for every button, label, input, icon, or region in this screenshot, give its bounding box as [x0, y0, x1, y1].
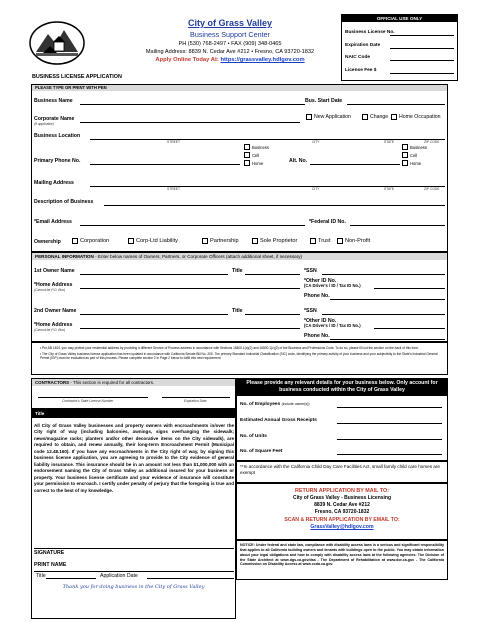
thanks-line: Thank you for doing business in the City of Grass Valley — [62, 584, 205, 590]
signature-label: SIGNATURE — [34, 550, 65, 556]
sqft-label: No. of Square Feet — [240, 449, 283, 454]
signature-field[interactable] — [34, 548, 234, 549]
return-title: RETURN APPLICATION BY MAIL TO: — [294, 488, 390, 494]
ownership-partnership-label: Partnership — [210, 238, 239, 244]
center-name: Business Support Center — [190, 30, 270, 39]
primary-phone-label: Primary Phone No. — [34, 158, 81, 164]
alt-cell-label: Cell — [410, 153, 418, 158]
print-name-label: PRINT NAME — [34, 562, 67, 568]
description-field[interactable] — [104, 205, 445, 206]
bus-start-field[interactable] — [347, 104, 445, 105]
home-occupation-label: Home Occupation — [399, 114, 441, 120]
scan-title: SCAN & RETURN APPLICATION BY EMAIL TO: — [284, 517, 400, 523]
business-name-label: Business Name — [34, 98, 73, 104]
statement-body: All City of Grass Valley businesses and property owners with encroachments in/over the City right of way (including balconies, awnings, signs overhanging the sidewalk; news/magazine racks; planters and/or other decorative items on the City sidewalk), are required to obtain, and renew annually, their long-term Encroachment Permit (Municipal code 12.48.160). If you have any encroachments in the City right of way, by signing this business license application, you are agreeing to provide to the City evidence of general liability insurance. This insurance should be in an amount not less than $1,000,000 with an endorsement naming the City of Grass Valley as additional insured for your business or property. Your business license certificate and your evidence of insurance will constitute your permission to encroach. I certify under penalty of perjury that the foregoing is true and correct to the best of my knowledge. — [34, 423, 234, 493]
loc-state: STATE — [384, 140, 395, 144]
alt-business-label: Business — [410, 145, 427, 150]
loc-street: STREET — [167, 140, 181, 144]
personal-title-bold: PERSONAL INFORMATION — [35, 254, 94, 259]
childcare-note: **In accordance with the California Child Day Care Facilities Act, small family child care homes are exempt — [240, 464, 440, 476]
ownership-corporation-checkbox[interactable] — [72, 238, 78, 244]
alt-no-field[interactable] — [310, 164, 400, 165]
ownership-sole-checkbox[interactable] — [252, 238, 258, 244]
primary-business-checkbox[interactable] — [244, 144, 250, 150]
contractor-license-field[interactable] — [38, 397, 148, 398]
form-title: BUSINESS LICENSE APPLICATION — [32, 74, 122, 80]
owner2-field[interactable] — [80, 314, 228, 315]
app-date-label: Application Date — [100, 573, 138, 579]
units-field[interactable] — [337, 439, 442, 440]
note-1-text: Per AB 1404, you may protect your residential address by providing a different Service of Process address in accordance with Sections 16800.1(a)(2) and 16800.1(c)(2) of the Business and Professions Code. To do so, please fill out the section on the back of this form. — [42, 346, 419, 350]
owner1-ssn-label: *SSN — [304, 268, 317, 274]
ownership-nonprofit-label: Non-Profit — [345, 238, 371, 244]
alt-business-checkbox[interactable] — [402, 144, 408, 150]
official-expiration: Expiration Date — [345, 43, 381, 48]
relevant-section — [236, 378, 448, 461]
owner1-field[interactable] — [80, 274, 228, 275]
federal-id-field[interactable] — [350, 225, 445, 226]
owner1-phone-field[interactable] — [330, 299, 445, 300]
new-application-label: New Application — [314, 114, 351, 120]
loc-city: CITY — [312, 140, 320, 144]
owner2-other-id-label: *Other ID No. — [304, 318, 337, 324]
owner1-ssn-field[interactable] — [322, 274, 445, 275]
owner1-title-label: Title — [232, 268, 243, 274]
phone-line: PH (530) 768-2497 • FAX (909) 348-0465 — [178, 41, 282, 47]
description-label: Description of Business — [34, 199, 94, 205]
ownership-partnership-checkbox[interactable] — [202, 238, 208, 244]
title-label: Title — [36, 573, 46, 579]
sqft-field[interactable] — [337, 454, 442, 455]
city-logo — [28, 20, 86, 66]
contractors-title-bold: CONTRACTORS — [35, 380, 70, 385]
employees-label: No. of Employees — [240, 402, 281, 407]
primary-phone-field[interactable] — [90, 164, 240, 165]
if-applicable: (If applicable) — [34, 122, 54, 126]
employees-row — [240, 402, 310, 407]
contractors-title — [32, 379, 235, 386]
business-info-section — [31, 84, 448, 252]
note-1: • Per AB 1404, you may protect your residential address by providing a different Service of Process address in accordance with Sections 16800.1(a)(2) and 16800.1(c)(2) of the Business and Professions Code. To do so, please fill out the section on the back of this form. — [40, 346, 419, 350]
ownership-corp-ltd-checkbox[interactable] — [128, 238, 134, 244]
owner1-other-id-sub: (CA Driver's / ID / Tax ID No.) — [304, 283, 361, 288]
mailing-address-label: Mailing Address — [34, 180, 74, 186]
contractor-exp-field[interactable] — [162, 397, 230, 398]
ownership-nonprofit-checkbox[interactable] — [337, 238, 343, 244]
change-label: Change — [370, 114, 389, 120]
owner2-label: 2nd Owner Name — [34, 308, 77, 314]
official-license-no: Business License No. — [345, 30, 395, 35]
return-email[interactable]: GrassValley@hdlgov.com — [310, 524, 374, 530]
official-use-title: OFFICIAL USE ONLY — [342, 15, 457, 22]
employees-field[interactable] — [337, 407, 442, 408]
relevant-title: Please provide any relevant details for your business below. Only account for business conducted within the City of Grass Valley — [237, 379, 447, 396]
owner2-title-label: Title — [232, 308, 243, 314]
personal-title — [32, 253, 447, 260]
units-label: No. of Units — [240, 434, 267, 439]
contractor-license-label: Contractor's State License Number — [62, 399, 114, 403]
owner2-ssn-label: *SSN — [304, 308, 317, 314]
personal-info-section — [31, 252, 448, 342]
title-field[interactable] — [46, 578, 96, 579]
app-date-field[interactable] — [147, 578, 234, 579]
alt-home-checkbox[interactable] — [402, 160, 408, 166]
owner1-phone-label: Phone No. — [304, 293, 330, 299]
owner2-home-field[interactable] — [80, 328, 300, 329]
business-name-field[interactable] — [80, 104, 305, 105]
online-prefix: Apply Online Today At: — [155, 57, 219, 63]
owner1-no-po: (Cannot be P.O. Box) — [34, 288, 66, 292]
owner1-other-id-label: *Other ID No. — [304, 278, 337, 284]
return-line-3: Fresno, CA 93720-1832 — [314, 509, 370, 515]
owner2-phone-field[interactable] — [330, 339, 445, 340]
ownership-corp-ltd-label: Corp-Ltd Liability — [136, 238, 178, 244]
alt-home-label: Home — [410, 161, 422, 166]
notice-label: NOTICE: — [240, 543, 255, 547]
notes-box — [31, 342, 448, 375]
statement-title: Title — [32, 410, 235, 418]
owner2-other-id-sub: (CA Driver's / ID / Tax ID No.) — [304, 323, 361, 328]
contractor-exp-label: Expiration Date — [184, 399, 207, 403]
section1-title: PLEASE TYPE OR PRINT WITH PEN — [32, 85, 447, 91]
note-2-text: The City of Grass Valley business license application has been updated in accordance with California Senate Bill No. 205. The primary Standard Industrial Classification (SIC) code, identifying the primary activity of your business and your subjectivity to the State's Industrial General Permit (IGP) must be evaluated as part of this process. Please complete section 2 in Page 2 below to fulfill this new requirement. — [40, 352, 438, 361]
notice-text — [240, 543, 444, 567]
return-line-2: 8839 N. Cedar Ave #212 — [314, 502, 370, 508]
official-naic: NAIC Code — [345, 55, 371, 60]
ownership-trust-label: Trust — [318, 238, 331, 244]
mail-street: STREET — [167, 187, 181, 191]
owner1-home-field[interactable] — [80, 288, 300, 289]
childcare-box — [236, 461, 448, 483]
address-line: Mailing Address: 8839 N. Cedar Ave #212 • Fresno, CA 93720-1832 — [145, 49, 315, 55]
change-checkbox[interactable] — [362, 114, 368, 120]
online-line — [100, 57, 360, 63]
primary-cell-checkbox[interactable] — [244, 152, 250, 158]
owner1-title-field[interactable] — [245, 274, 300, 275]
receipts-field[interactable] — [337, 423, 442, 424]
mail-zip: ZIP CODE — [424, 187, 440, 191]
owner2-title-field[interactable] — [245, 314, 300, 315]
owner1-home-label: *Home Address — [34, 282, 73, 288]
online-url[interactable]: https://grassvalley.hdlgov.com — [220, 57, 305, 63]
primary-home-label: Home — [252, 161, 264, 166]
ownership-sole-label: Sole Proprietor — [260, 238, 298, 244]
owner1-label: 1st Owner Name — [34, 268, 75, 274]
owner2-ssn-field[interactable] — [322, 314, 445, 315]
personal-title-rest: - Enter below names of Owners, Partners, or Corporate Officers (attach additional sheet, if necessary) — [93, 254, 303, 259]
ownership-trust-checkbox[interactable] — [310, 238, 316, 244]
email-label: *Email Address — [34, 219, 72, 225]
official-use-box — [341, 14, 458, 81]
statement-section — [31, 409, 236, 619]
return-line-1: City of Grass Valley - Business Licensing — [292, 495, 392, 501]
mail-state: STATE — [384, 187, 395, 191]
notice-body: Under federal and state law, compliance with disability access laws is a serious and significant responsibility that applies to all California building owners and tenants with buildings open to the public. You may obtain information about your legal obligations and how to comply with disability access laws at the following agencies: The Division of the State Architect at www.dgs.ca.gov/dsa - The Department of Rehabilitation at www.dor.ca.gov - The California Commission on Disability Access at www.ccda.ca.gov. — [240, 543, 445, 567]
employees-sub: (include owner(s)) — [281, 402, 310, 406]
official-fee: License Fee $ — [345, 68, 377, 73]
federal-id-label: *Federal ID No. — [309, 219, 346, 225]
owner2-phone-label: Phone No. — [304, 333, 330, 339]
alt-no-label: Alt. No. — [289, 158, 308, 164]
owner1-other-id-field[interactable] — [374, 288, 445, 289]
primary-home-checkbox[interactable] — [244, 160, 250, 166]
owner2-no-po: (Cannot be P.O. Box) — [34, 328, 66, 332]
mail-city: CITY — [312, 187, 320, 191]
receipts-label: Estimated Annual Gross Receipts — [240, 418, 317, 423]
owner2-other-id-field[interactable] — [374, 328, 445, 329]
owner2-home-label: *Home Address — [34, 322, 73, 328]
business-location-label: Business Location — [34, 133, 81, 139]
print-name-field[interactable] — [34, 571, 234, 572]
primary-business-label: Business — [252, 145, 269, 150]
corporate-name-field[interactable] — [80, 122, 300, 123]
return-section — [236, 483, 448, 540]
notice-box — [236, 540, 448, 580]
ownership-corporation-label: Corporation — [80, 238, 110, 244]
alt-cell-checkbox[interactable] — [402, 152, 408, 158]
bus-start-label: Bus. Start Date — [305, 98, 343, 104]
city-name: City of Grass Valley — [187, 18, 273, 28]
email-field[interactable] — [80, 225, 305, 226]
loc-zip: ZIP CODE — [424, 140, 440, 144]
note-2: • The City of Grass Valley business license application has been updated in accordance with California Senate Bill No. 205. The primary Standard Industrial Classification (SIC) code, identifying the primary activity of your business and your subjectivity to the State's Industrial General Permit (IGP) must be evaluated as part of this process. Please complete section 2 in Page 2 below to fulfill this new requirement. — [40, 352, 438, 361]
new-application-checkbox[interactable] — [306, 114, 312, 120]
ownership-label: Ownership — [34, 239, 61, 245]
contractors-section — [31, 378, 236, 409]
corporate-name-label: Corporate Name — [34, 116, 75, 122]
primary-cell-label: Cell — [252, 153, 260, 158]
contractors-title-rest: - This section is required for all contractors. — [69, 380, 155, 385]
home-occupation-checkbox[interactable] — [391, 114, 397, 120]
